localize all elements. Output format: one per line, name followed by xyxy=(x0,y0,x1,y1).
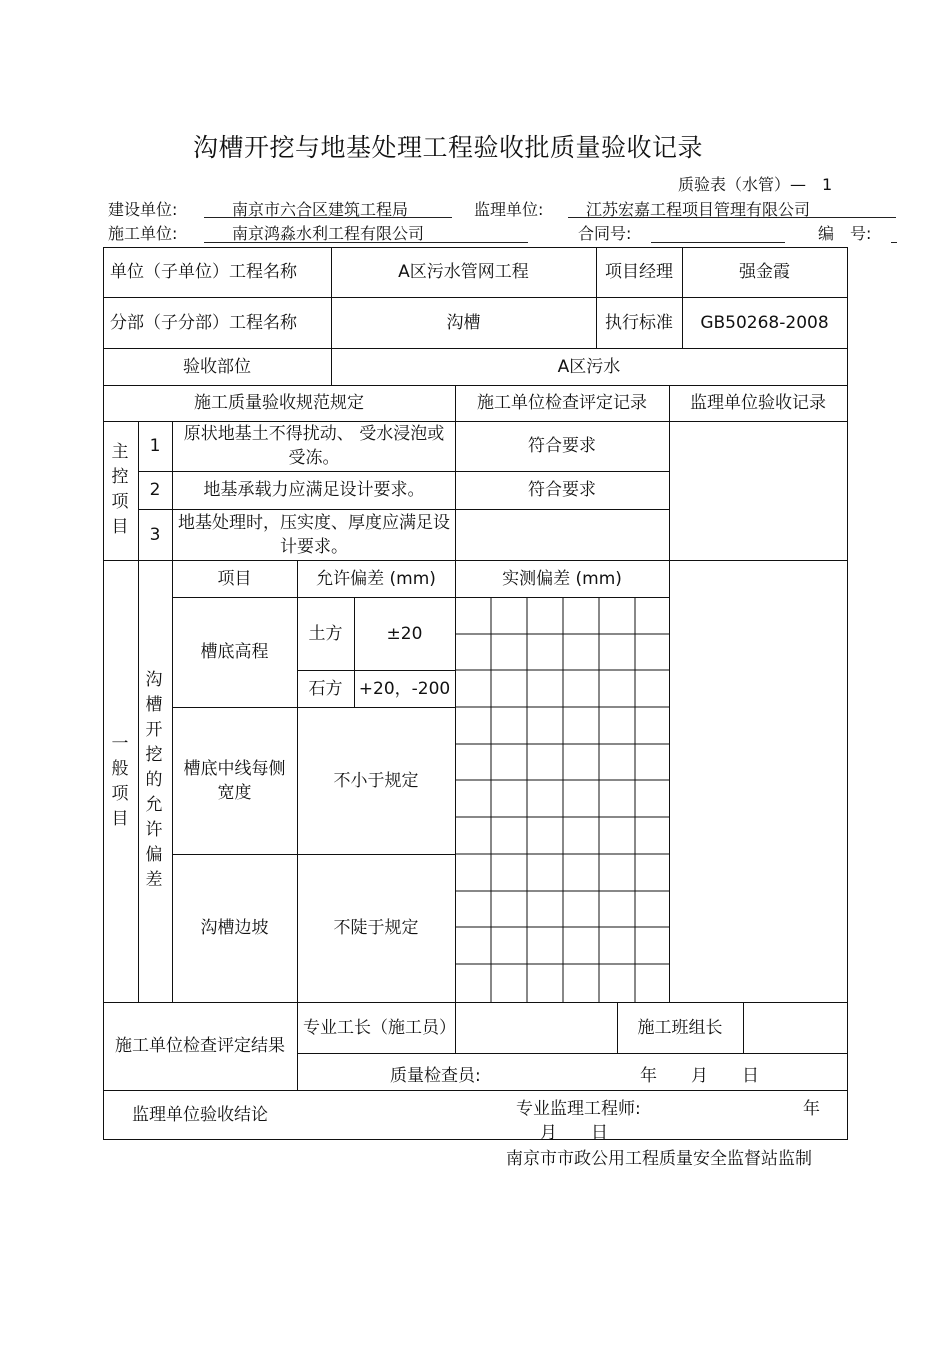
page-title: 沟槽开挖与地基处理工程验收批质量验收记录 xyxy=(193,133,704,162)
main-item-3-result xyxy=(455,509,669,560)
sub-project-value: 沟槽 xyxy=(446,312,481,333)
main-item-2-result: 符合要求 xyxy=(528,480,596,500)
measured-deviation-grid xyxy=(455,597,670,1003)
earth-tolerance: ±20 xyxy=(386,623,423,644)
project-manager-label: 项目经理 xyxy=(605,262,673,282)
tolerance-header: 允许偏差 (mm) xyxy=(316,568,436,589)
supervisor-conclusion-label: 监理单位验收结论 xyxy=(132,1104,268,1125)
unit-project-value: A区污水管网工程 xyxy=(398,262,529,282)
supervisor-record-header: 监理单位验收记录 xyxy=(690,393,826,413)
acceptance-part-label: 验收部位 xyxy=(183,356,251,377)
main-item-3-text: 地基处理时，压实度、厚度应满足设计要求。 xyxy=(178,512,450,557)
sub-project-label: 分部（子分部）工程名称 xyxy=(110,312,297,333)
general-items-label: 一般项目 xyxy=(111,734,129,829)
issuer-note: 南京市市政公用工程质量安全监督站监制 xyxy=(506,1149,812,1169)
team-leader-label: 施工班组长 xyxy=(637,1017,723,1038)
acceptance-part-value: A区污水 xyxy=(557,356,621,377)
slope-label: 沟槽边坡 xyxy=(200,918,269,938)
trench-tolerance-label: 沟槽开挖的允许偏差 xyxy=(145,670,163,890)
construct-unit-value: 南京鸿淼水利工程有限公司 xyxy=(232,224,425,243)
bottom-elevation-label: 槽底高程 xyxy=(200,642,269,662)
spec-column-header: 施工质量验收规范规定 xyxy=(194,393,364,413)
main-item-1-no: 1 xyxy=(149,436,161,456)
quality-inspector-label: 质量检查员: xyxy=(390,1066,481,1086)
main-item-2-no: 2 xyxy=(149,480,161,500)
main-item-3-no: 3 xyxy=(149,524,161,545)
serial-label: 编 号: xyxy=(818,224,872,243)
supervising-engineer-label: 专业监理工程师: xyxy=(516,1099,641,1119)
project-manager-value: 强金霞 xyxy=(739,262,790,282)
earth-label: 土方 xyxy=(308,623,343,644)
supervise-unit-value: 江苏宏嘉工程项目管理有限公司 xyxy=(586,200,811,219)
unit-project-label: 单位（子单位）工程名称 xyxy=(110,262,297,282)
slope-tolerance: 不陡于规定 xyxy=(333,918,419,938)
supervision-month-day: 月 日 xyxy=(540,1123,608,1143)
supervise-unit-label: 监理单位: xyxy=(474,200,544,219)
contract-no-label: 合同号: xyxy=(578,224,632,243)
main-control-label: 主控项目 xyxy=(111,442,129,537)
foreman-label: 专业工长（施工员） xyxy=(303,1017,456,1038)
build-unit-label: 建设单位: xyxy=(108,200,178,219)
general-item-header: 项目 xyxy=(217,568,252,589)
main-item-2-text: 地基承载力应满足设计要求。 xyxy=(203,480,425,500)
contractor-conclusion-label: 施工单位检查评定结果 xyxy=(115,1036,285,1056)
supervision-year: 年 xyxy=(803,1099,820,1119)
rock-label: 石方 xyxy=(308,678,343,699)
main-item-1-text: 原状地基土不得扰动、 受水浸泡或受冻。 xyxy=(183,424,445,468)
rock-tolerance: +20，-200 xyxy=(358,678,451,699)
inspection-date: 年 月 日 xyxy=(640,1066,759,1086)
main-item-1-result: 符合要求 xyxy=(528,436,596,456)
centerline-width-label: 槽底中线每侧宽度 xyxy=(183,758,286,803)
build-unit-value: 南京市六合区建筑工程局 xyxy=(232,200,409,219)
centerline-width-tolerance: 不小于规定 xyxy=(333,770,419,791)
contractor-record-header: 施工单位检查评定记录 xyxy=(477,393,647,413)
standard-value: GB50268-2008 xyxy=(700,312,829,333)
form-number: 质验表（水管）— 1 xyxy=(678,175,833,194)
construct-unit-label: 施工单位: xyxy=(108,224,178,243)
standard-label: 执行标准 xyxy=(605,312,673,333)
measured-header: 实测偏差 (mm) xyxy=(502,568,622,589)
